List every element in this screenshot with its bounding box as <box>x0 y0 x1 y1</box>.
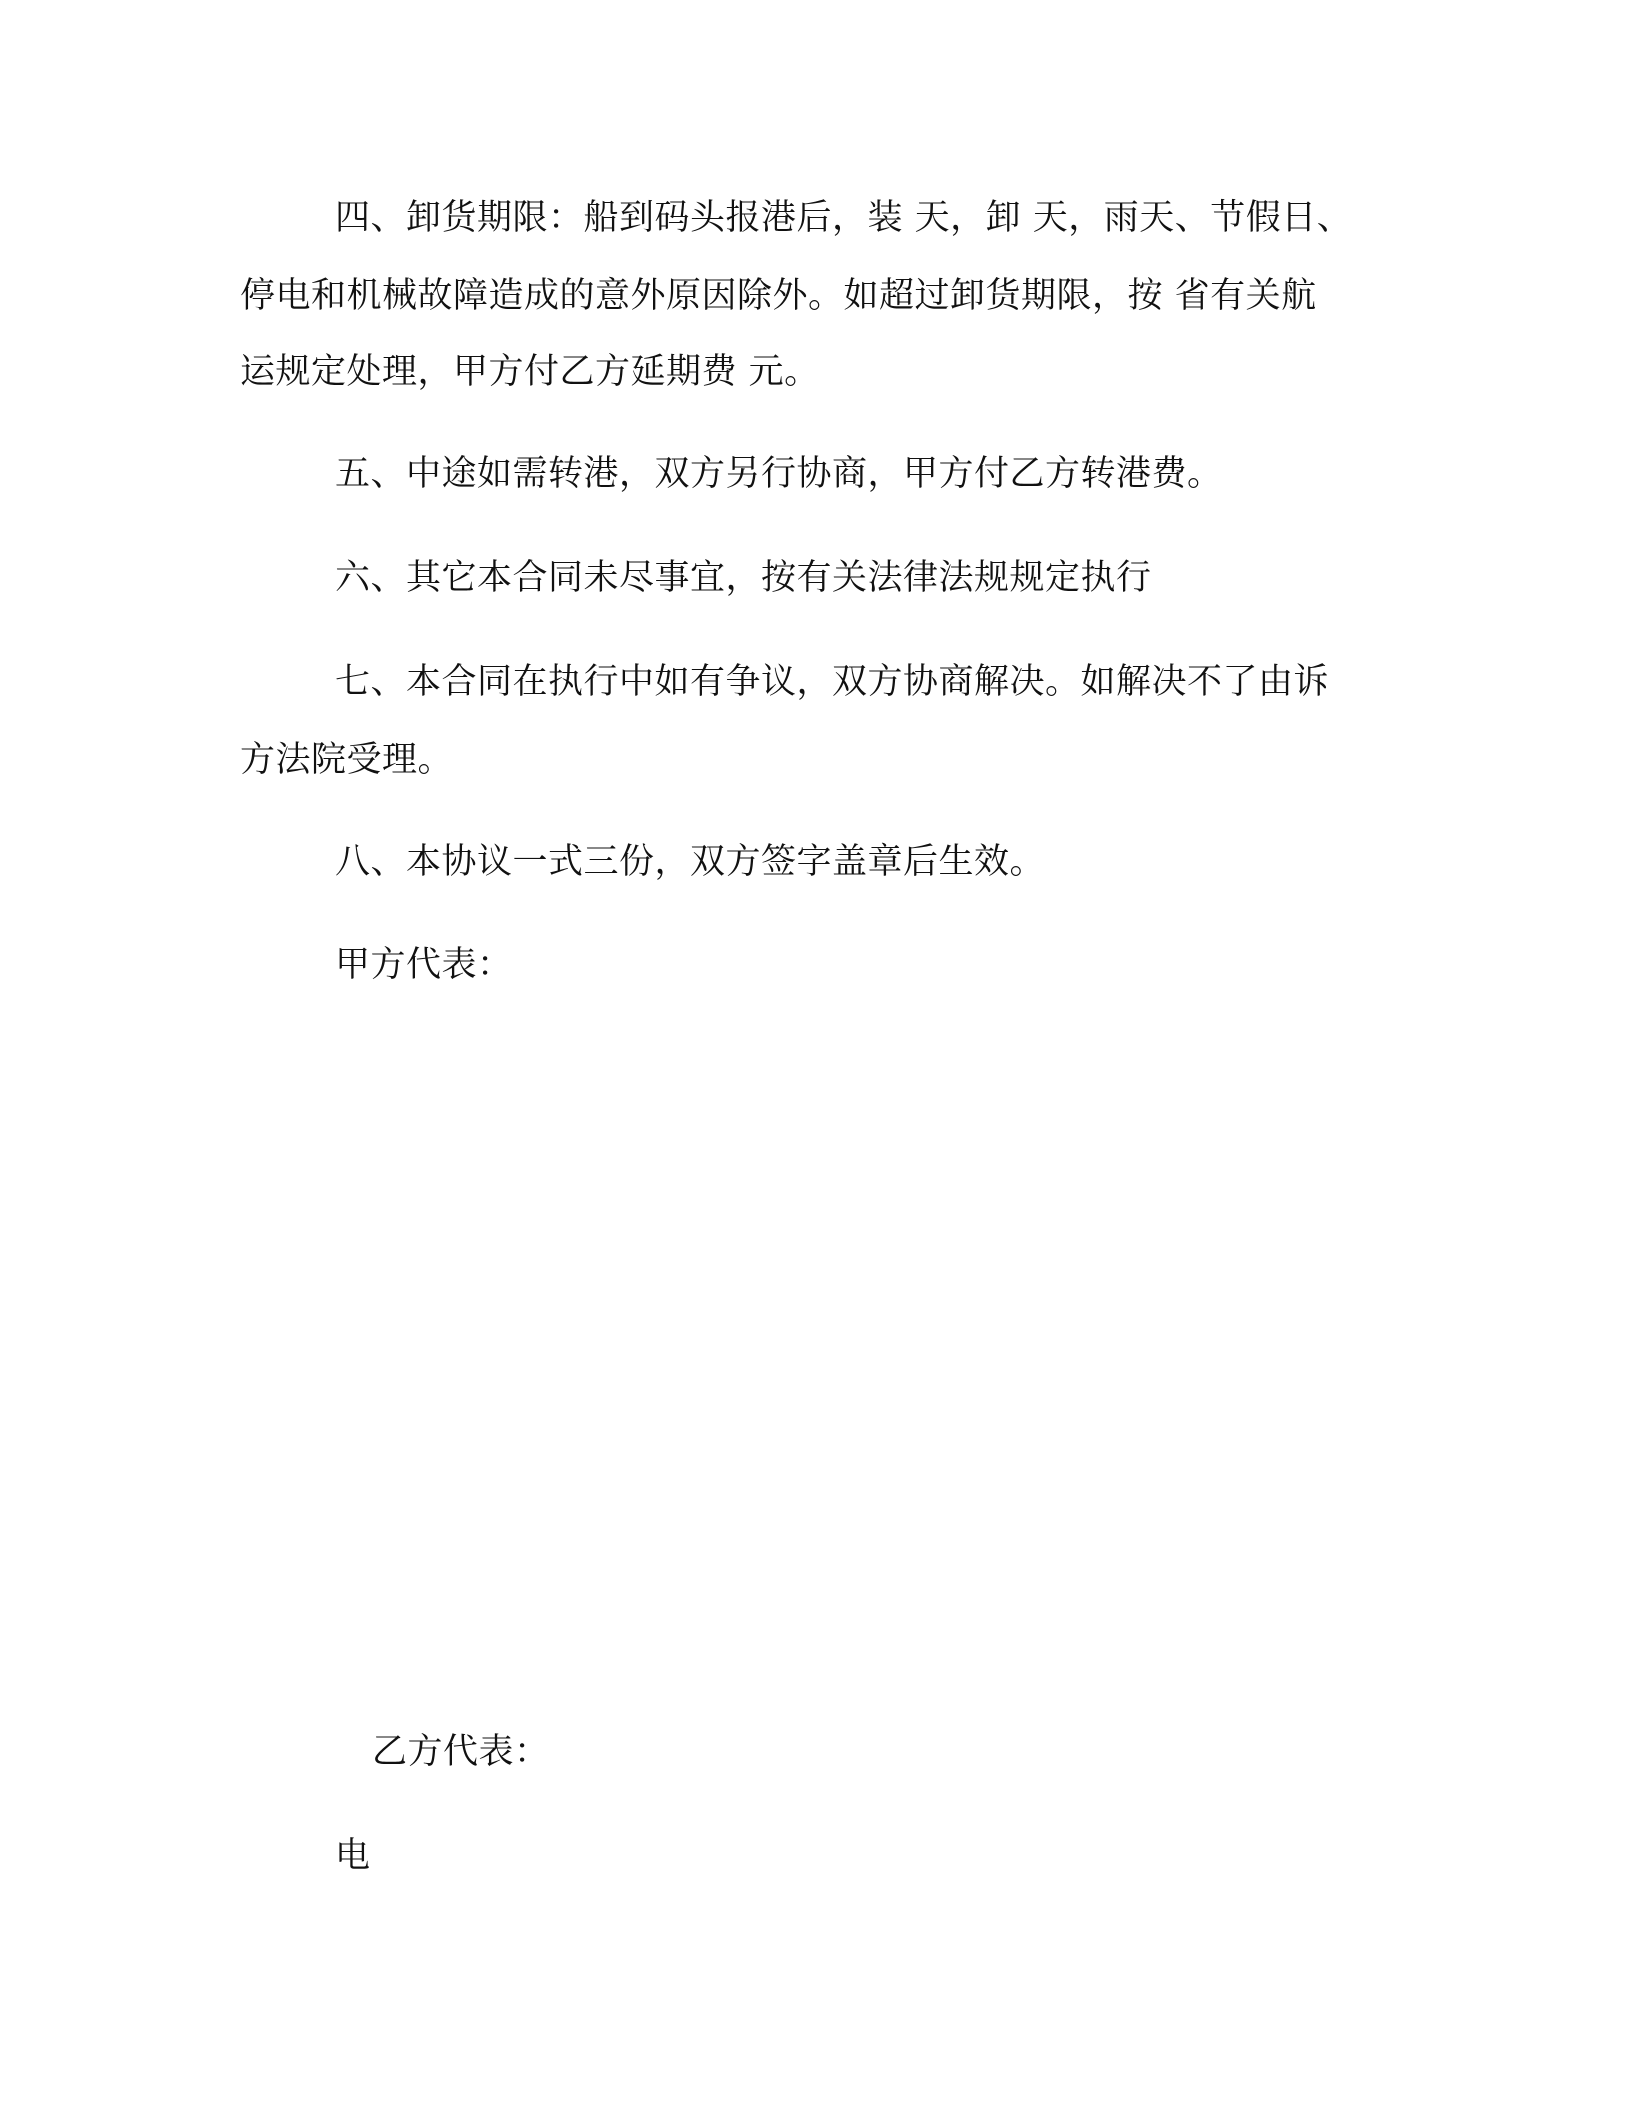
clause-4-line-1: 四、卸货期限：船到码头报港后，装 天，卸 天，雨天、节假日、 <box>335 198 1353 238</box>
clause-8-line-1: 八、本协议一式三份，双方签字盖章后生效。 <box>335 842 1046 882</box>
clause-6-line-1: 六、其它本合同未尽事宜，按有关法律法规规定执行 <box>335 558 1152 598</box>
party-b-signature-label: 乙方代表： <box>372 1732 550 1772</box>
clause-7-line-1: 七、本合同在执行中如有争议，双方协商解决。如解决不了由诉 <box>335 662 1330 702</box>
clause-7-line-2: 方法院受理。 <box>240 740 454 780</box>
clause-4-line-3: 运规定处理，甲方付乙方延期费 元。 <box>240 352 820 392</box>
clause-5-line-1: 五、中途如需转港，双方另行协商，甲方付乙方转港费。 <box>335 454 1223 494</box>
clause-4-line-2: 停电和机械故障造成的意外原因除外。如超过卸货期限，按 省有关航 <box>240 276 1317 316</box>
party-a-signature-label: 甲方代表： <box>335 945 513 985</box>
phone-fragment: 电 <box>335 1836 371 1876</box>
